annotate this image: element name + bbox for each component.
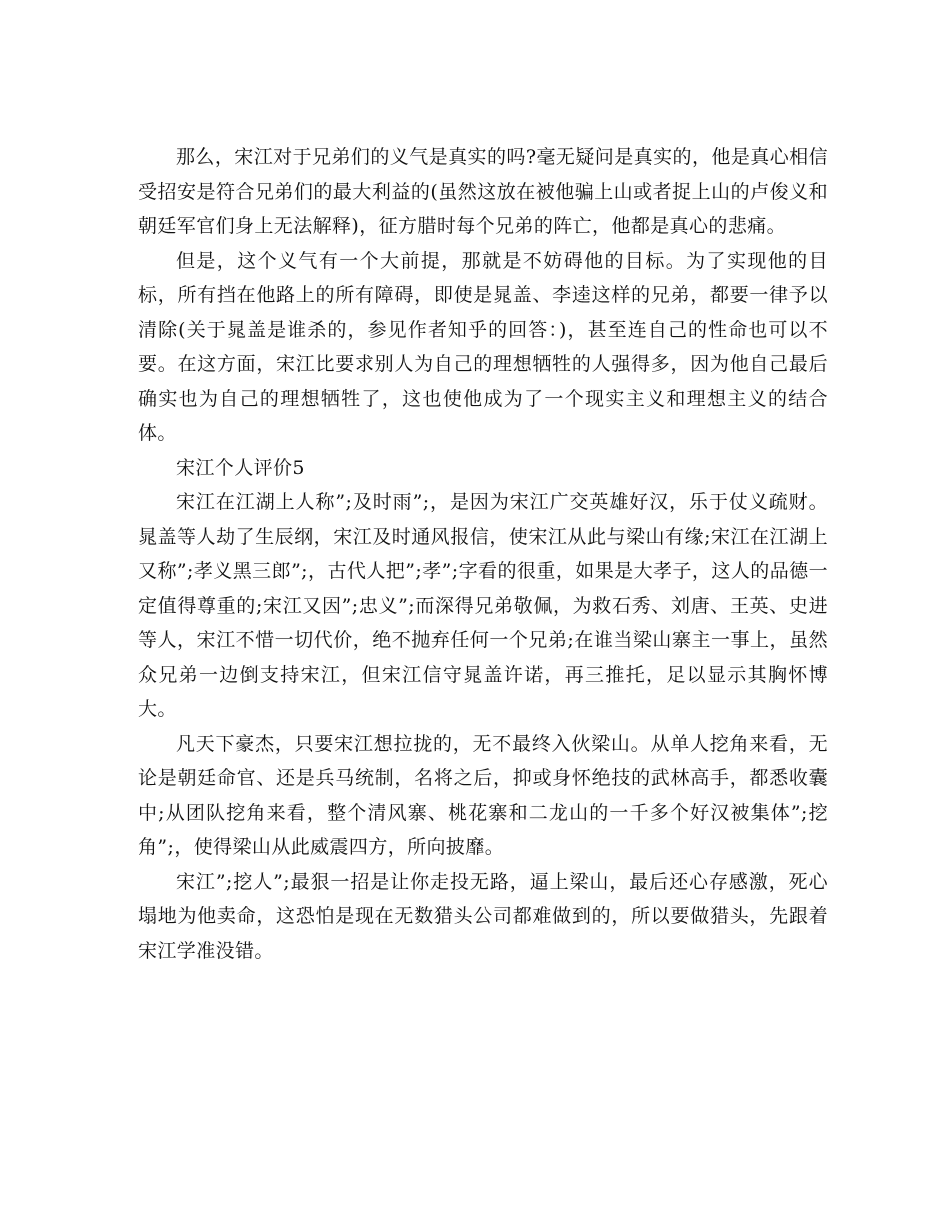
section-heading: 宋江个人评价5 <box>176 456 305 479</box>
paragraph-5: 宋江”;挖人”;最狠一招是让你走投无路，逼上梁山，最后还心存感激，死心塌地为他卖命，这恐怕是现在无数猎头公司都难做到的，所以要做猎头，先跟着宋江学准没错。 <box>138 870 828 962</box>
paragraph-4: 凡天下豪杰，只要宋江想拉拢的，无不最终入伙梁山。从单人挖角来看，无论是朝廷命官、还是兵马统制，名将之后，抑或身怀绝技的武林高手，都悉收囊中;从团队挖角来看，整个清风寨、桃花寨和二龙山的一千多个好汉被集体”;挖角”;，使得梁山从此威震四方，所向披靡。 <box>138 732 828 858</box>
document-body <box>138 140 828 968</box>
paragraph-3: 宋江在江湖上人称”;及时雨”;，是因为宋江广交英雄好汉，乐于仗义疏财。晁盖等人劫了生辰纲，宋江及时通风报信，使宋江从此与梁山有缘;宋江在江湖上又称”;孝义黑三郎”;，古代人把”;孝”;字看的很重，如果是大孝子，这人的品德一定值得尊重的;宋江又因”;忠义”;而深得兄弟敬佩，为救石秀、刘唐、王英、史进等人，宋江不惜一切代价，绝不抛弃任何一个兄弟;在谁当梁山寨主一事上，虽然众兄弟一边倒支持宋江，但宋江信守晁盖许诺，再三推托，足以显示其胸怀博大。 <box>138 491 828 720</box>
paragraph-1: 那么，宋江对于兄弟们的义气是真实的吗?毫无疑问是真实的，他是真心相信受招安是符合兄弟们的最大利益的(虽然这放在被他骗上山或者捉上山的卢俊义和朝廷军官们身上无法解释)，征方腊时每个兄弟的阵亡，他都是真心的悲痛。 <box>138 146 828 237</box>
paragraph-2: 但是，这个义气有一个大前提，那就是不妨碍他的目标。为了实现他的目标，所有挡在他路上的所有障碍，即使是晁盖、李逵这样的兄弟，都要一律予以清除(关于晁盖是谁杀的，参见作者知乎的回答：)，甚至连自己的性命也可以不要。在这方面，宋江比要求别人为自己的理想牺牲的人强得多，因为他自己最后确实也为自己的理想牺牲了，这也使他成为了一个现实主义和理想主义的结合体。 <box>138 249 828 444</box>
